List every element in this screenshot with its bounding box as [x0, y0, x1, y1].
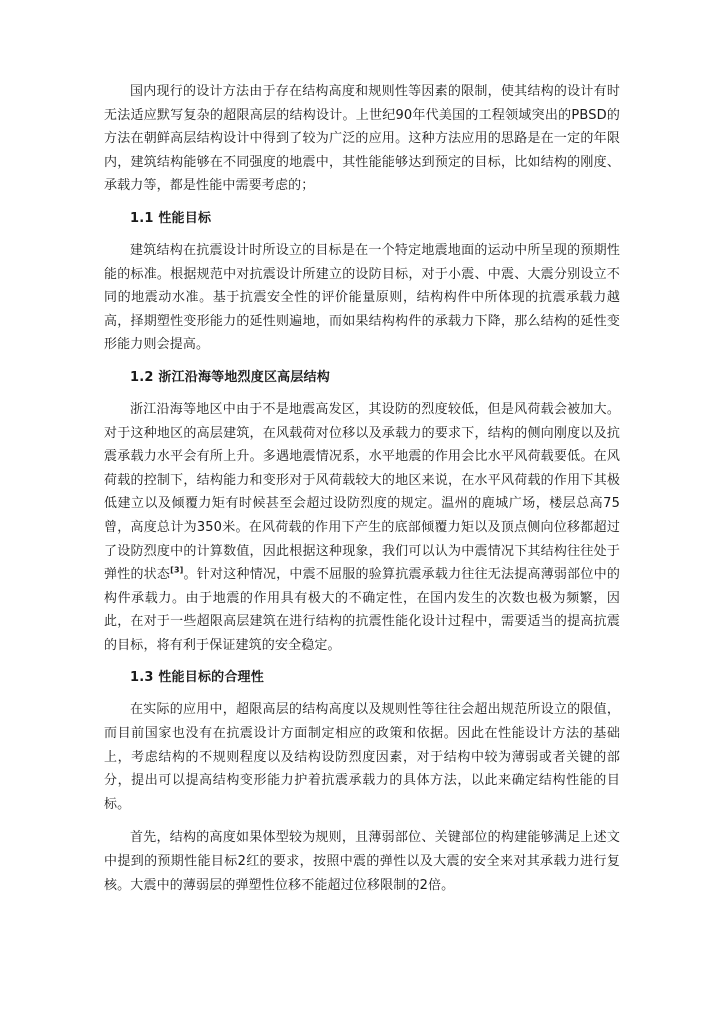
paragraph-spacer [104, 816, 620, 826]
document-page [104, 80, 620, 897]
section-1-1-paragraph: 建筑结构在抗震设计时所设立的目标是在一个特定地震地面的运动中所呈现的预期性能的标准。根据规范中对抗震设计所建立的设防目标，对于小震、中震、大震分别设立不同的地震动水准。基于抗震安全性的评价能量原则，结构构件中所体现的抗震承载力越高，择期塑性变形能力的延性则遍地，而如果结构构件的承载力下降，那么结构的延性变形能力则会提高。 [104, 242, 620, 353]
intro-paragraph: 国内现行的设计方法由于存在结构高度和规则性等因素的限制，使其结构的设计有时无法适应默写复杂的超限高层的结构设计。上世纪90年代美国的工程领域突出的PBSD的方法在朝鲜高层结构设计中得到了较为广泛的应用。这种方法应用的思路是在一定的年限内，建筑结构能够在不同强度的地震中，其性能能够达到预定的目标，比如结构的刚度、承载力等，都是性能中需要考虑的； [104, 84, 620, 194]
section-1-2-text-before-citation: 浙江沿海等地区中由于不是地震高发区，其设防的烈度较低，但是风荷载会被加大。对于这种地区的高层建筑，在风载荷对位移以及承载力的要求下，结构的侧向刚度以及抗震承载力水平会有所上升。多遇地震情况系，水平地震的作用会比水平风荷载要低。在风荷载的控制下，结构能力和变形对于风荷载较大的地区来说，在水平风荷载的作用下其极低建立以及倾覆力矩有时候甚至会超过设防烈度的规定。温州的鹿城广场，楼层总高75曾，高度总计为350米。在风荷载的作用下产生的底部倾覆力矩以及顶点侧向位移都超过了设防烈度中的计算数值，因此根据这种现象，我们可以认为中震情况下其结构往往处于弹性的状态 [104, 401, 620, 583]
section-heading-1-2: 1.2 浙江沿海等地烈度区高层结构 [130, 369, 330, 385]
section-1-2-text-after-citation: 。针对这种情况，中震不屈服的验算抗震承载力往往无法提高薄弱部位中的构件承载力。由于地震的作用具有极大的不确定性，在国内发生的次数也极为频繁，因此，在对于一些超限高层建筑在进行结构的抗震性能化设计过程中，需要适当的提高抗震的目标，将有利于保证建筑的安全稳定。 [104, 567, 620, 653]
section-heading-1-3: 1.3 性能目标的合理性 [130, 670, 264, 686]
section-heading-1-1: 1.1 性能目标 [130, 210, 212, 226]
section-1-3-paragraph-1: 在实际的应用中，超限高层的结构高度以及规则性等往往会超出规范所设立的限值，而目前国家也没有在抗震设计方面制定相应的政策和依据。因此在性能设计方法的基础上，考虑结构的不规则程度以及结构设防烈度因素，对于结构中较为薄弱或者关键的部分，提出可以提高结构变形能力护着抗震承载力的具体方法，以此来确定结构性能的目标。 [104, 702, 620, 812]
section-1-2-paragraph [104, 398, 620, 658]
citation-reference: [3] [170, 565, 184, 575]
section-1-3-paragraph-2: 首先，结构的高度如果体型较为规则，且薄弱部位、关键部位的构建能够满足上述文中提到的预期性能目标2红的要求，按照中震的弹性以及大震的安全来对其承载力进行复核。大震中的薄弱层的弹塑性位移不能超过位移限制的2倍。 [104, 830, 620, 893]
